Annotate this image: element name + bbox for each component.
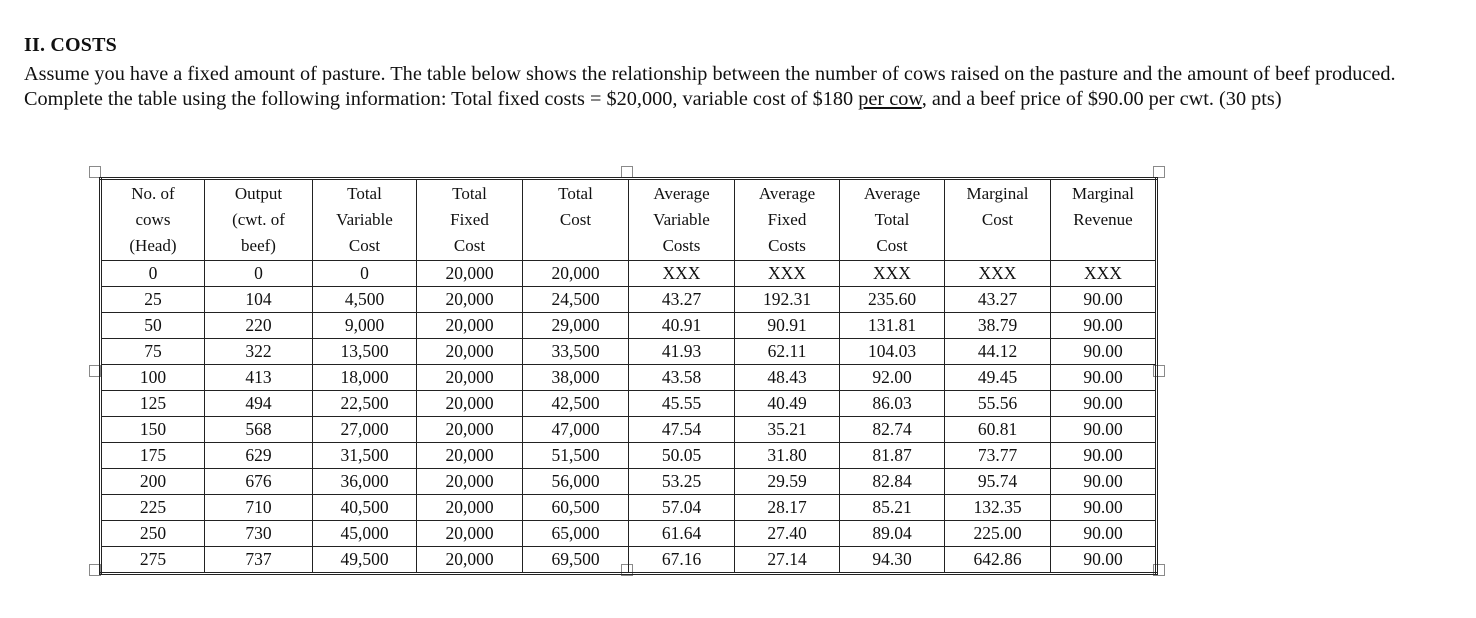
table-header-row bbox=[101, 179, 1157, 261]
table-cell: 41.93 bbox=[629, 339, 735, 365]
table-row bbox=[101, 547, 1157, 574]
table-cell: 250 bbox=[101, 521, 205, 547]
column-header bbox=[840, 179, 945, 261]
table-cell: 24,500 bbox=[523, 287, 629, 313]
table-cell: 20,000 bbox=[417, 547, 523, 574]
column-header-line: Variable bbox=[653, 210, 710, 229]
table-cell: 90.00 bbox=[1051, 365, 1157, 391]
column-header-line: Average bbox=[758, 184, 816, 203]
table-row bbox=[101, 287, 1157, 313]
table-cell: 89.04 bbox=[840, 521, 945, 547]
table-cell: 0 bbox=[313, 261, 417, 287]
table-cell: 20,000 bbox=[417, 521, 523, 547]
instructions-text-1: Assume you have a fixed amount of pasture. The table below shows the relationship between the number of cows raised on the pasture and the amount of beef produced. Complete the table using the following information: Total fixed costs = $20,000, variable cost of $180 bbox=[24, 63, 1396, 110]
table-cell: 53.25 bbox=[629, 469, 735, 495]
column-header bbox=[313, 179, 417, 261]
column-header-line: Fixed bbox=[767, 210, 807, 229]
costs-table bbox=[99, 177, 1158, 575]
table-cell: 20,000 bbox=[417, 417, 523, 443]
table-cell: 40.49 bbox=[735, 391, 840, 417]
table-cell: 225.00 bbox=[945, 521, 1051, 547]
column-header-line: Costs bbox=[662, 236, 701, 255]
table-cell: 200 bbox=[101, 469, 205, 495]
table-cell: 100 bbox=[101, 365, 205, 391]
table-row bbox=[101, 521, 1157, 547]
column-header-line: Variable bbox=[336, 210, 393, 229]
column-header-line: Cost bbox=[981, 210, 1014, 229]
table-cell: 43.58 bbox=[629, 365, 735, 391]
table-cell: 85.21 bbox=[840, 495, 945, 521]
table-cell: 0 bbox=[101, 261, 205, 287]
table-cell: 57.04 bbox=[629, 495, 735, 521]
table-cell: 48.43 bbox=[735, 365, 840, 391]
table-cell: 60,500 bbox=[523, 495, 629, 521]
table-cell: 235.60 bbox=[840, 287, 945, 313]
table-cell: 90.00 bbox=[1051, 391, 1157, 417]
table-cell: 50.05 bbox=[629, 443, 735, 469]
table-cell: 150 bbox=[101, 417, 205, 443]
table-cell: 47,000 bbox=[523, 417, 629, 443]
table-cell: XXX bbox=[629, 261, 735, 287]
table-row bbox=[101, 391, 1157, 417]
column-header-line: Costs bbox=[768, 236, 806, 255]
table-cell: 62.11 bbox=[735, 339, 840, 365]
column-header-line: Cost bbox=[876, 236, 908, 255]
table-cell: 55.56 bbox=[945, 391, 1051, 417]
column-header bbox=[735, 179, 840, 261]
table-cell: 20,000 bbox=[417, 469, 523, 495]
table-cell: 90.00 bbox=[1051, 417, 1157, 443]
table-cell: 710 bbox=[205, 495, 313, 521]
table-cell: 90.00 bbox=[1051, 443, 1157, 469]
table-cell: 27.40 bbox=[735, 521, 840, 547]
table-cell: 81.87 bbox=[840, 443, 945, 469]
table-cell: 90.00 bbox=[1051, 547, 1157, 574]
table-cell: 20,000 bbox=[417, 261, 523, 287]
table-cell: 275 bbox=[101, 547, 205, 574]
column-header bbox=[205, 179, 313, 261]
table-cell: 38.79 bbox=[945, 313, 1051, 339]
table-cell: 60.81 bbox=[945, 417, 1051, 443]
table-cell: 67.16 bbox=[629, 547, 735, 574]
table-cell: 42,500 bbox=[523, 391, 629, 417]
table-cell: 31.80 bbox=[735, 443, 840, 469]
table-cell: 27.14 bbox=[735, 547, 840, 574]
table-cell: 43.27 bbox=[629, 287, 735, 313]
column-header-line: cows bbox=[135, 210, 171, 229]
table-cell: 9,000 bbox=[313, 313, 417, 339]
table-cell: 90.00 bbox=[1051, 521, 1157, 547]
table-cell: 94.30 bbox=[840, 547, 945, 574]
table-cell: 730 bbox=[205, 521, 313, 547]
column-header-line: Average bbox=[653, 184, 710, 203]
table-cell: 40.91 bbox=[629, 313, 735, 339]
column-header-line: No. of bbox=[131, 184, 175, 203]
table-cell: 20,000 bbox=[523, 261, 629, 287]
column-header bbox=[1051, 179, 1157, 261]
table-cell: 20,000 bbox=[417, 287, 523, 313]
table-cell: 104.03 bbox=[840, 339, 945, 365]
column-header-line: Total bbox=[874, 210, 910, 229]
table-cell: 90.00 bbox=[1051, 313, 1157, 339]
table-cell: 51,500 bbox=[523, 443, 629, 469]
table-selection-frame[interactable] bbox=[95, 172, 1159, 570]
table-row bbox=[101, 365, 1157, 391]
table-row bbox=[101, 469, 1157, 495]
table-cell: 18,000 bbox=[313, 365, 417, 391]
table-row bbox=[101, 495, 1157, 521]
column-header bbox=[629, 179, 735, 261]
instructions-text-2: , and a beef price of $90.00 per cwt. (30 pts) bbox=[921, 88, 1282, 110]
table-cell: 36,000 bbox=[313, 469, 417, 495]
table-cell: 13,500 bbox=[313, 339, 417, 365]
column-header-line: Fixed bbox=[450, 210, 489, 229]
table-cell: 132.35 bbox=[945, 495, 1051, 521]
table-cell: 192.31 bbox=[735, 287, 840, 313]
table-cell: 73.77 bbox=[945, 443, 1051, 469]
table-cell: 45,000 bbox=[313, 521, 417, 547]
table-cell: 4,500 bbox=[313, 287, 417, 313]
column-header bbox=[523, 179, 629, 261]
table-cell: 47.54 bbox=[629, 417, 735, 443]
table-cell: 31,500 bbox=[313, 443, 417, 469]
table-cell: 90.00 bbox=[1051, 469, 1157, 495]
column-header-line: (cwt. of bbox=[232, 210, 285, 229]
table-cell: 82.84 bbox=[840, 469, 945, 495]
table-cell: 22,500 bbox=[313, 391, 417, 417]
table-cell: XXX bbox=[945, 261, 1051, 287]
table-cell: 20,000 bbox=[417, 365, 523, 391]
column-header-line: Cost bbox=[348, 236, 381, 255]
table-cell: 49,500 bbox=[313, 547, 417, 574]
column-header bbox=[101, 179, 205, 261]
column-header-line: Total bbox=[347, 184, 382, 203]
column-header-line: Total bbox=[558, 184, 593, 203]
table-cell: 27,000 bbox=[313, 417, 417, 443]
table-cell: 28.17 bbox=[735, 495, 840, 521]
section-heading: II. COSTS bbox=[24, 34, 117, 56]
column-header-line: Output bbox=[234, 184, 283, 203]
table-cell: 65,000 bbox=[523, 521, 629, 547]
table-cell: 20,000 bbox=[417, 443, 523, 469]
table-cell: 50 bbox=[101, 313, 205, 339]
column-header bbox=[945, 179, 1051, 261]
table-cell: 29,000 bbox=[523, 313, 629, 339]
table-cell: 35.21 bbox=[735, 417, 840, 443]
table-cell: 737 bbox=[205, 547, 313, 574]
table-cell: 413 bbox=[205, 365, 313, 391]
table-cell: 45.55 bbox=[629, 391, 735, 417]
table-cell: 90.00 bbox=[1051, 339, 1157, 365]
table-cell: 25 bbox=[101, 287, 205, 313]
table-cell: 95.74 bbox=[945, 469, 1051, 495]
table-cell: 20,000 bbox=[417, 495, 523, 521]
column-header bbox=[417, 179, 523, 261]
table-cell: 20,000 bbox=[417, 391, 523, 417]
table-cell: 69,500 bbox=[523, 547, 629, 574]
table-row bbox=[101, 443, 1157, 469]
column-header-line: beef) bbox=[241, 236, 276, 255]
table-cell: 90.91 bbox=[735, 313, 840, 339]
column-header-line: Marginal bbox=[1071, 184, 1134, 203]
table-cell: 322 bbox=[205, 339, 313, 365]
instructions-underlined: per cow bbox=[858, 88, 922, 110]
table-row bbox=[101, 339, 1157, 365]
column-header-line: (Head) bbox=[129, 236, 177, 255]
table-cell: 20,000 bbox=[417, 339, 523, 365]
table-cell: 629 bbox=[205, 443, 313, 469]
table-cell: 568 bbox=[205, 417, 313, 443]
table-cell: 38,000 bbox=[523, 365, 629, 391]
table-cell: 40,500 bbox=[313, 495, 417, 521]
table-cell: 125 bbox=[101, 391, 205, 417]
table-row bbox=[101, 261, 1157, 287]
table-cell: 90.00 bbox=[1051, 495, 1157, 521]
table-cell: 0 bbox=[205, 261, 313, 287]
table-cell: 49.45 bbox=[945, 365, 1051, 391]
table-cell: 225 bbox=[101, 495, 205, 521]
table-cell: 175 bbox=[101, 443, 205, 469]
table-cell: 92.00 bbox=[840, 365, 945, 391]
table-cell: 90.00 bbox=[1051, 287, 1157, 313]
table-cell: 494 bbox=[205, 391, 313, 417]
table-cell: 104 bbox=[205, 287, 313, 313]
table-cell: 20,000 bbox=[417, 313, 523, 339]
column-header-line: Cost bbox=[559, 210, 592, 229]
table-cell: 86.03 bbox=[840, 391, 945, 417]
table-cell: 82.74 bbox=[840, 417, 945, 443]
column-header-line: Cost bbox=[453, 236, 486, 255]
column-header-line: Average bbox=[863, 184, 921, 203]
table-cell: 43.27 bbox=[945, 287, 1051, 313]
column-header-line: Marginal bbox=[966, 184, 1029, 203]
table-cell: 61.64 bbox=[629, 521, 735, 547]
table-cell: XXX bbox=[840, 261, 945, 287]
table-cell: 44.12 bbox=[945, 339, 1051, 365]
table-cell: 33,500 bbox=[523, 339, 629, 365]
column-header-line: Total bbox=[452, 184, 487, 203]
table-row bbox=[101, 313, 1157, 339]
column-header-line: Revenue bbox=[1073, 210, 1133, 229]
table-cell: 29.59 bbox=[735, 469, 840, 495]
table-cell: 75 bbox=[101, 339, 205, 365]
table-cell: XXX bbox=[1051, 261, 1157, 287]
table-cell: XXX bbox=[735, 261, 840, 287]
table-cell: 642.86 bbox=[945, 547, 1051, 574]
table-cell: 56,000 bbox=[523, 469, 629, 495]
table-row bbox=[101, 417, 1157, 443]
table-cell: 676 bbox=[205, 469, 313, 495]
table-body bbox=[101, 261, 1157, 574]
instructions-paragraph bbox=[24, 62, 1454, 112]
table-cell: 220 bbox=[205, 313, 313, 339]
table-cell: 131.81 bbox=[840, 313, 945, 339]
